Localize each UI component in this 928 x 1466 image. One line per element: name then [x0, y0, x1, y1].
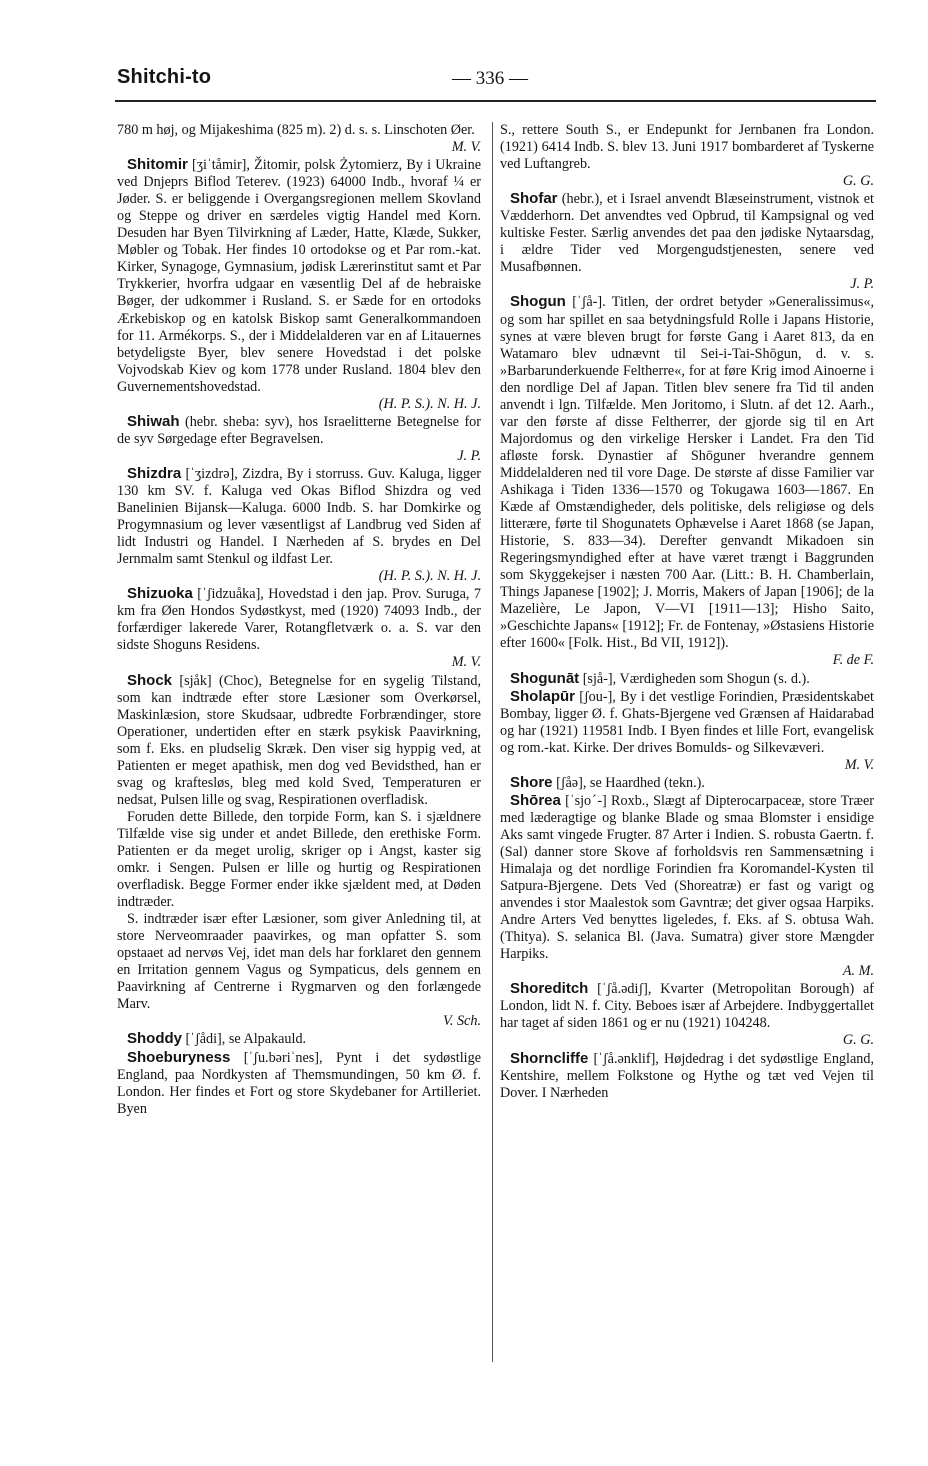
entry-signature: G. G. — [842, 1032, 874, 1049]
dictionary-entry — [500, 670, 874, 688]
entry-headword: Shoreditch — [510, 980, 589, 998]
entry-headword: Shore — [510, 773, 553, 791]
entry-text: [ʃou-], By i det vestlige Forindien, Præsidentskabet Bombay, ligger Ø. f. Ghats-Bjergene ved Grænsen af Haidarabad og har (1921) 119581 Indb. I Byen findes et lille Fort, evangelisk og rom.-kat. Kirke. Der drives Bomulds- og Silkevæveri. — [500, 688, 874, 756]
entry-text: [sjå-], Værdigheden som Shogun (s. d.). — [579, 670, 810, 687]
column-divider — [492, 122, 493, 1362]
dictionary-entry — [117, 413, 481, 448]
entry-text: [ˈʃådi], se Alpakauld. — [182, 1031, 307, 1048]
entry-signature: (H. P. S.). N. H. J. — [378, 395, 481, 412]
dictionary-entry — [117, 122, 481, 139]
dictionary-entry — [500, 688, 874, 757]
dictionary-entry — [117, 809, 481, 911]
entry-text: [ʒiˈtåmir], Žitomir, polsk Żytomierz, By i Ukraine ved Dnjeprs Biflod Teterev. (1923) 64000 Indb., hvoraf ¼ er Jøder. S. er beliggende i Overgangsregionen mellem Skovland og Steppe og driver en særdeles vigtig Handel med Korn. Desuden har Byen Tilvirkning af Læder, Hatte, Klæde, Sukker, Møbler og Tobak. Her findes 10 ortodokse og et Par rom.-kat. Kirker, Synagoge, Gymnasium, jødisk Lærerinstitut samt et Par Trykkerier, hvorfra udgaar en væsentlig Del af de hebraiske Bøger, der udkommer i Rusland. S. er Sæde for en ortodoks Ærkebiskop og en katolsk Biskop samt Generalkommandoen for 11. Armékorps. S., der i Middelalderen var en af Litauernes betydeligste Byer, blev senere Hovedstad i det polske Vojvodskab Kiev og kom 1778 under Rusland. 1804 blev den Guvernementshovedstad. — [117, 157, 481, 395]
entry-text: (hebr. sheba: syv), hos Israelitterne Betegnelse for de syv Sørgedage efter Begravelsen. — [117, 413, 481, 447]
dictionary-entry — [117, 672, 481, 809]
page-number: — 336 — — [452, 68, 528, 89]
entry-text: [ʃåə], se Haardhed (tekn.). — [552, 774, 705, 791]
entry-headword: Shorncliffe — [510, 1049, 589, 1067]
entry-signature: M. V. — [451, 139, 481, 156]
dictionary-entry — [500, 1050, 874, 1102]
entry-headword: Shoddy — [127, 1030, 182, 1048]
left-column — [117, 122, 481, 1118]
header-rule — [115, 100, 876, 102]
entry-headword: Shofar — [510, 190, 558, 208]
entry-text: [ˈʃå-]. Titlen, der ordret betyder »Generalissimus«, og som har spillet en saa betydningsfuld Rolle i Japans Historie, synes at være bleven brugt for første Gang i Aaret 813, da en Watamaro blev udnævnt til Sei-i-Tai-Shōgun, d. v. s. »Barbarunderkuende Feltherre«, for at føre Krig imod Ainoerne i den nordlige Del af Japan. Titlen blev senere fra Tid til anden anvendt i lgn. Tilfælde. Men Joritomo, i Slutn. af det 12. Aarh., var den første af disse Feltherrer, der gjorde sig til en Art Majordomus og den virkelige Hersker i Landet. Fra den Tid afløste forsk. Dynastier af Shōguner hverandre gennem Middelalderen ned til vore Dage. De største af disse Familier var Ashikaga i Tiden 1336—1570 og Tokugawa 1603—1867. En Kæde af Omstændigheder, dels politiske, dels religiøse og dels litterære, førte til Shogunatets Ophævelse i Aaret 1868 (se Japan, Historie, S. 833—34). Derefter genvandt Mikadoen sin Regeringsmyndighed efter at have været trængt i Baggrunden som Skyggekejser i næsten 700 Aar. (Litt.: B. H. Chamberlain, Things Japanese [1902]; J. Morris, Makers of Japan [1906]; de la Mazelière, Le Japon, V—VI [1911—13]; Hisho Saito, »Geschichte Japans« [1912]; Fr. de Fontenay, »Østasiens Historie efter 1600« [Folk. Hist., Bd VII, 1912]). — [500, 294, 874, 652]
entry-headword: Shitomir — [127, 156, 188, 174]
dictionary-entry — [500, 980, 874, 1032]
entry-text: (hebr.), et i Israel anvendt Blæseinstrument, vistnok et Vædderhorn. Det anvendtes ved Opbrud, til Kampsignal og ved kultiske Fester. Særlig anvendes det paa den jødiske Nytaarsdag, i ældre Tider ved Morgengudstjenesten, senere ved Musafbønnen. — [500, 191, 874, 276]
entry-text: S. indtræder især efter Læsioner, som giver Anledning til, at store Nerveomraader paavirkes, og man opfatter S. som opstaaet ad nervøs Vej, idet man dels har forklaret den gennem en Irritation gennem Vagus og Sympaticus, dels gennem en Paavirkning af Centrerne i Rygmarven og den forlængede Marv. — [117, 911, 481, 1013]
entry-headword: Shock — [127, 671, 173, 689]
dictionary-entry — [500, 122, 874, 173]
entry-signature: G. G. — [842, 173, 874, 190]
entry-signature: A. M. — [842, 963, 874, 980]
entry-signature: M. V. — [844, 756, 874, 773]
running-head: Shitchi-to — [117, 66, 212, 88]
dictionary-entry — [117, 156, 481, 396]
entry-signature: F. de F. — [832, 652, 874, 669]
entry-headword: Shoeburyness — [127, 1048, 231, 1066]
entry-text: [ˈʃå.ənklif], Højdedrag i det sydøstlige England, Kentshire, mellem Folkstone og Hythe og tæt ved Vejen til Dover. I Nærheden — [500, 1050, 874, 1101]
dictionary-entry — [117, 465, 481, 568]
dictionary-entry — [117, 1049, 481, 1118]
entry-text: Foruden dette Billede, den torpide Form, kan S. i sjældnere Tilfælde vise sig under et andet Billede, den erethiske Form. Patienten er da meget urolig, skriger op i Angst, kaster sig omkr. i Sengen. Pulsen er lille og hurtig og Respirationen overfladisk. Begge Former ender ikke sjældent med, at Døden indtræder. — [117, 808, 481, 911]
entry-headword: Sholapūr — [510, 687, 576, 705]
entry-headword: Shiwah — [127, 412, 180, 430]
dictionary-entry — [500, 293, 874, 652]
entry-text: [ˈʒizdrə], Zizdra, By i storruss. Guv. Kaluga, ligger 130 km SV. f. Kaluga ved Okas Biflod Shizdra og ved Banelinien Bijansk—Kaluga. 6000 Indb. S. har Domkirke og Progymnasium og lever væsentligst af Landbrug ved Siden af lidt Industri og Handel. I Nærheden af S. brydes en Del Jernmalm samt Stenkul og ildfast Ler. — [117, 465, 481, 568]
entry-text: [ˈʃå.ədiʃ], Kvarter (Metropolitan Borough) af London, lidt N. f. City. Beboes især af Arbejdere. Indbyggertallet har taget af siden 1861 og er nu (1921) 104248. — [500, 981, 874, 1032]
dictionary-entry — [117, 585, 481, 654]
entry-text: [ˈʃu.bəriˈnes], Pynt i det sydøstlige England, paa Nordkysten af Themsmundingen, 50 km Ø. f. London. Her findes et Fort og store Skydebaner for Artilleriet. Byen — [117, 1049, 481, 1117]
entry-text: [sjåk] (Choc), Betegnelse for en sygelig Tilstand, som kan indtræde efter store Læsioner som Overkørsel, Maskinlæsion, store Skudsaar, udbredte Forbrændinger, store Operationer, undertiden efter en stærk psykisk Paavirkning, som f. Eks. en pludselig Skræk. Den viser sig hyppig ved, at Patienten er meget apathisk, men dog ved Bevidsthed, han er svag og kraftesløs, bleg med kold Sved, Temperaturen er nedsat, Pulsen lille og svag, Respirationen overfladisk. — [117, 672, 481, 808]
dictionary-entry — [500, 792, 874, 963]
right-column — [500, 122, 874, 1102]
entry-signature: M. V. — [451, 654, 481, 671]
entry-headword: Shizdra — [127, 464, 182, 482]
dictionary-entry — [500, 190, 874, 276]
entry-headword: Shizuoka — [127, 585, 193, 603]
entry-text: [ˈsjoˊ-] Roxb., Slægt af Dipterocarpaceæ, store Træer med læderagtige og blanke Blade og smaa Blomster i ensidige Aks samt vingede Frugter. 87 Arter i Indien. S. robusta Gaertn. f. (Sal) danner store Skove af forholdsvis ren Sammensætning i Himalaja og det nordlige Forindien fra Koromandel-Kysten til Satpura-Bjergene. Dets Ved (Shoreatræ) er fast og varigt og anvendes i stor Maalestok som Gavntræ; det giver ogsaa Harpiks. Andre Arters Ved benyttes ligeledes, f. Eks. af S. obtusa Wah. (Thitya). S. selanica Bl. (Java. Sumatra) giver store Mængder Harpiks. — [500, 792, 874, 963]
entry-headword: Shōrea — [510, 791, 561, 809]
entry-headword: Shogunāt — [510, 669, 580, 687]
entry-signature: J. P. — [457, 447, 481, 464]
entry-signature: V. Sch. — [443, 1013, 481, 1030]
entry-signature: (H. P. S.). N. H. J. — [378, 568, 481, 585]
entry-text: [ˈʃidzuåka], Hovedstad i den jap. Prov. Suruga, 7 km fra Øen Hondos Sydøstkyst, med (1920) 74093 Indb., der forfærdiger lakerede Varer, Rotangfletværk o. a. S. var den sidste Shoguns Residens. — [117, 586, 481, 654]
entry-text: S., rettere South S., er Endepunkt for Jernbanen fra London. (1921) 6414 Indb. S. blev 13. Juni 1917 bombarderet af Tyskerne ved Luftangreb. — [500, 122, 874, 173]
dictionary-entry — [117, 1030, 481, 1048]
entry-text: 780 m høj, og Mijakeshima (825 m). 2) d. s. s. Linschoten Øer. — [117, 122, 475, 138]
dictionary-entry — [500, 774, 874, 792]
dictionary-entry — [117, 911, 481, 1013]
entry-signature: J. P. — [850, 276, 874, 293]
entry-headword: Shogun — [510, 293, 566, 311]
